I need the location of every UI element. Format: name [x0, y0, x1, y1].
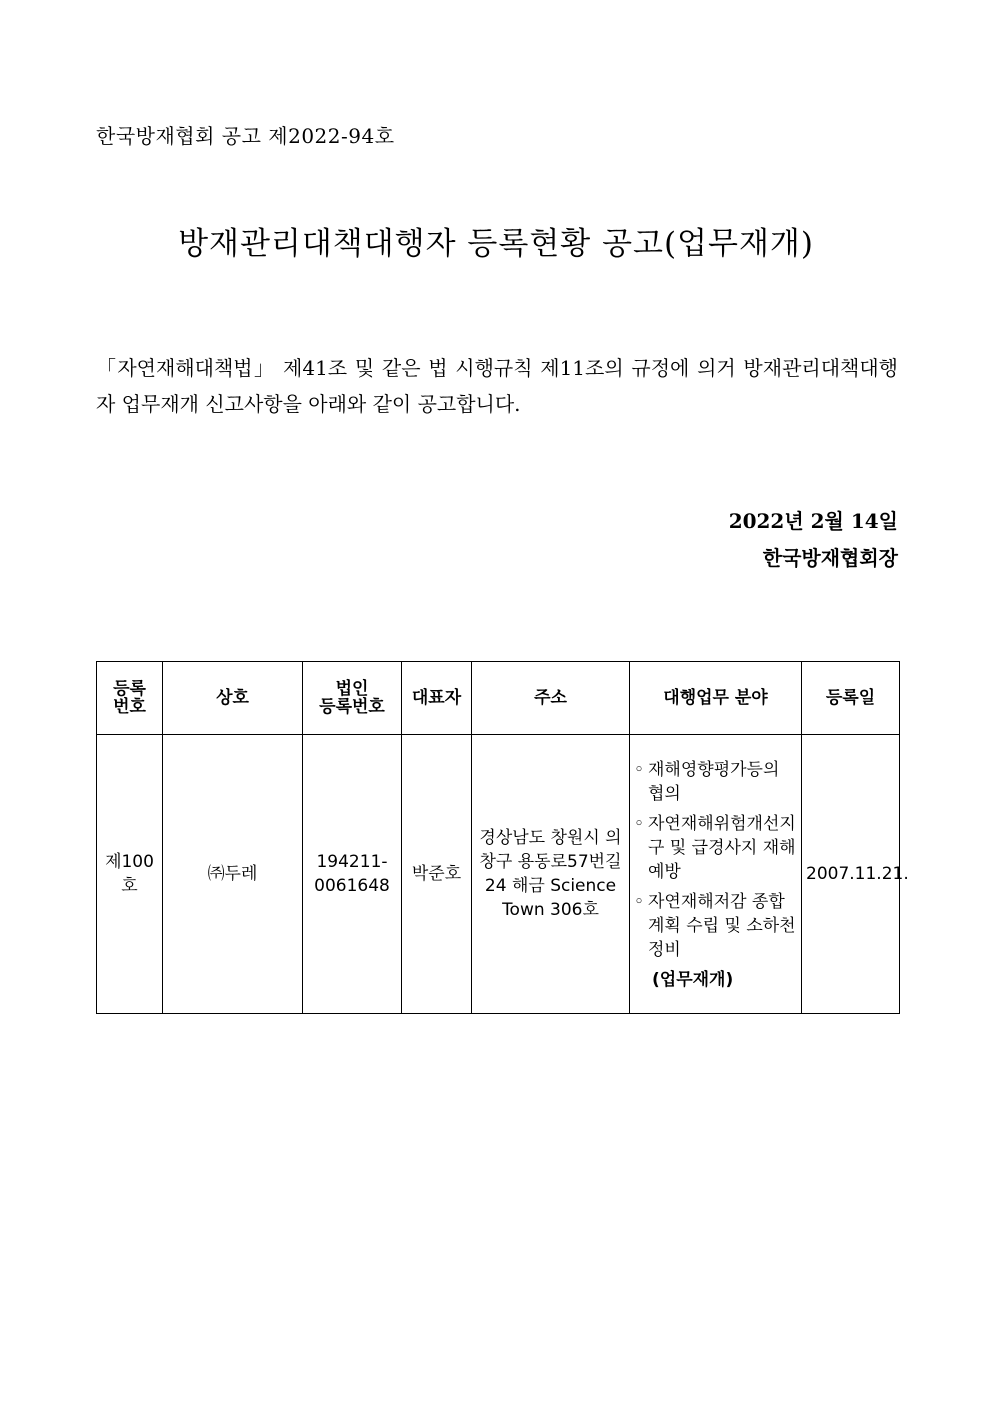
field-note: (업무재개)	[652, 970, 734, 990]
header-address: 주소	[472, 662, 630, 735]
bullet-icon: ◦	[634, 760, 645, 780]
bullet-icon: ◦	[634, 892, 645, 912]
page-title: 방재관리대책대행자 등록현황 공고(업무재개)	[178, 226, 814, 262]
header-reg-no: 등록 번호	[97, 662, 163, 735]
field-item: ◦ 자연재해저감 종합계획 수립 및 소하천정비	[634, 892, 796, 960]
field-item: ◦ 자연재해위험개선지구 및 급경사지 재해예방	[634, 814, 796, 882]
registration-table	[96, 661, 909, 1014]
header-field: 대행업무 분야	[630, 662, 802, 735]
notice-date: 2022년 2월 14일	[728, 509, 898, 533]
cell-fields	[630, 735, 802, 1014]
cell-company: ㈜두레	[163, 735, 303, 1014]
field-item: ◦ 재해영향평가등의 협의	[634, 760, 780, 804]
header-corp-no: 법인 등록번호	[303, 662, 402, 735]
header-company: 상호	[163, 662, 303, 735]
issuer: 한국방재협회장	[762, 546, 898, 570]
cell-representative: 박준호	[402, 735, 472, 1014]
header-representative: 대표자	[402, 662, 472, 735]
table-row	[97, 735, 900, 1014]
cell-corp-no: 194211- 0061648	[303, 735, 402, 1014]
notice-body: 「자연재해대책법」 제41조 및 같은 법 시행규칙 제11조의 규정에 의거 방재관리대책대행자 업무재개 신고사항을 아래와 같이 공고합니다.	[96, 356, 898, 416]
cell-address: 경상남도 창원시 의창구 용동로57번길 24 해금 Science Town 306호	[472, 735, 630, 1014]
table-header-row	[97, 662, 900, 735]
header-reg-date: 등록일	[802, 662, 900, 735]
bullet-icon: ◦	[634, 814, 645, 834]
cell-reg-no: 제100호	[97, 735, 163, 1014]
notice-number: 한국방재협회 공고 제2022-94호	[96, 124, 395, 148]
cell-reg-date: 2007.11.21.	[802, 735, 900, 1014]
